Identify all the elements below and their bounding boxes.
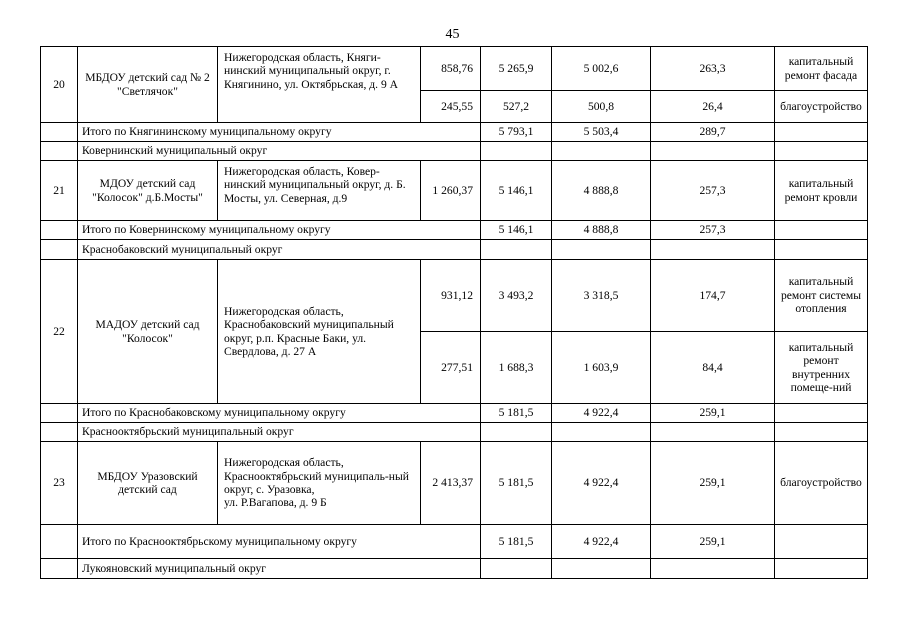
regional-cost-cell: 5 503,4 — [552, 123, 651, 142]
district-label: Лукояновский муниципальный округ — [78, 559, 481, 579]
area-cell: 1 260,37 — [421, 161, 481, 221]
budget-table — [40, 46, 868, 579]
institution-address — [218, 442, 421, 525]
district-label: Ковернинский муниципальный округ — [78, 142, 481, 161]
area-cell: 277,51 — [421, 332, 481, 404]
page-number: 45 — [445, 27, 460, 42]
total-cost-cell: 5 181,5 — [481, 442, 552, 525]
subtotal-row — [41, 123, 868, 142]
row-number: 20 — [41, 47, 78, 123]
district-row — [41, 559, 868, 579]
area-cell: 858,76 — [421, 47, 481, 91]
total-cost-cell: 3 493,2 — [481, 260, 552, 332]
total-cost-cell: 5 146,1 — [481, 221, 552, 240]
total-cost-cell: 5 181,5 — [481, 404, 552, 423]
local-cost-cell: 259,1 — [651, 525, 775, 559]
total-cost-cell: 527,2 — [481, 91, 552, 123]
institution-address: Нижегородская область, Краснобаковский муниципальный округ, р.п. Красные Баки, ул. Свердлова, д. 27 А — [218, 260, 421, 404]
subtotal-row — [41, 404, 868, 423]
total-cost-cell: 5 146,1 — [481, 161, 552, 221]
table-row — [41, 47, 868, 91]
regional-cost-cell: 4 922,4 — [552, 442, 651, 525]
district-row — [41, 240, 868, 260]
local-cost-cell: 174,7 — [651, 260, 775, 332]
row-number: 22 — [41, 260, 78, 404]
total-cost-cell: 5 181,5 — [481, 525, 552, 559]
district-label: Краснобаковский муниципальный округ — [78, 240, 481, 260]
district-label: Краснооктябрьский муниципальный округ — [78, 423, 481, 442]
area-cell: 2 413,37 — [421, 442, 481, 525]
address-line: Нижегородская область, Краснооктябрьский муниципаль-ный округ, с. Уразовка, — [224, 456, 409, 496]
table-row — [41, 260, 868, 332]
row-number: 23 — [41, 442, 78, 525]
regional-cost-cell: 1 603,9 — [552, 332, 651, 404]
local-cost-cell: 26,4 — [651, 91, 775, 123]
subtotal-label: Итого по Ковернинскому муниципальному округу — [78, 221, 481, 240]
regional-cost-cell: 5 002,6 — [552, 47, 651, 91]
subtotal-label: Итого по Краснобаковскому муниципальному округу — [78, 404, 481, 423]
work-type-cell: капитальный ремонт внутренних помеще-ний — [775, 332, 868, 404]
local-cost-cell: 257,3 — [651, 221, 775, 240]
table-row — [41, 161, 868, 221]
regional-cost-cell: 4 922,4 — [552, 404, 651, 423]
row-number: 21 — [41, 161, 78, 221]
local-cost-cell: 84,4 — [651, 332, 775, 404]
institution-name: МДОУ детский сад "Колосок" д.Б.Мосты" — [78, 161, 218, 221]
district-row — [41, 423, 868, 442]
area-cell: 931,12 — [421, 260, 481, 332]
work-type-cell: капитальный ремонт системы отопления — [775, 260, 868, 332]
institution-address: Нижегородская область, Ковер-нинский муниципальный округ, д. Б. Мосты, ул. Северная, д.9 — [218, 161, 421, 221]
institution-address: Нижегородская область, Княги-нинский муниципальный округ, г. Княгинино, ул. Октябрьская, д. 9 А — [218, 47, 421, 123]
local-cost-cell: 259,1 — [651, 442, 775, 525]
table-row — [41, 442, 868, 525]
regional-cost-cell: 4 922,4 — [552, 525, 651, 559]
regional-cost-cell: 4 888,8 — [552, 221, 651, 240]
institution-name: МБДОУ детский сад № 2 "Светлячок" — [78, 47, 218, 123]
area-cell: 245,55 — [421, 91, 481, 123]
total-cost-cell: 5 793,1 — [481, 123, 552, 142]
address-line: ул. Р.Вагапова, д. 9 Б — [224, 496, 327, 510]
regional-cost-cell: 3 318,5 — [552, 260, 651, 332]
subtotal-row — [41, 525, 868, 559]
institution-name: МБДОУ Уразовский детский сад — [78, 442, 218, 525]
regional-cost-cell: 500,8 — [552, 91, 651, 123]
total-cost-cell: 5 265,9 — [481, 47, 552, 91]
subtotal-row — [41, 221, 868, 240]
work-type-cell: благоустройство — [775, 91, 868, 123]
local-cost-cell: 259,1 — [651, 404, 775, 423]
local-cost-cell: 257,3 — [651, 161, 775, 221]
institution-name: МАДОУ детский сад "Колосок" — [78, 260, 218, 404]
local-cost-cell: 289,7 — [651, 123, 775, 142]
work-type-cell: капитальный ремонт кровли — [775, 161, 868, 221]
work-type-cell: капитальный ремонт фасада — [775, 47, 868, 91]
district-row — [41, 142, 868, 161]
subtotal-label: Итого по Княгининскому муниципальному округу — [78, 123, 481, 142]
subtotal-label: Итого по Краснооктябрьскому муниципальному округу — [78, 525, 481, 559]
regional-cost-cell: 4 888,8 — [552, 161, 651, 221]
local-cost-cell: 263,3 — [651, 47, 775, 91]
work-type-cell: благоустройство — [775, 442, 868, 525]
total-cost-cell: 1 688,3 — [481, 332, 552, 404]
